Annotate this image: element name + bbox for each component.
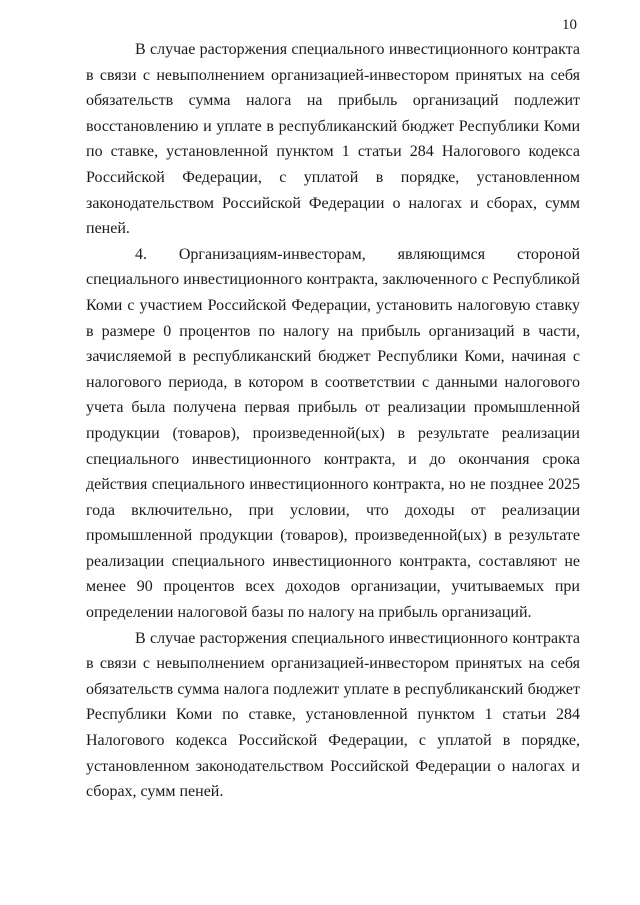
document-body	[86, 37, 580, 805]
paragraph-item-4-zero-rate: 4. Организациям-инвесторам, являющимся стороной специального инвестиционного контракта, заключенного с Республикой Коми с участием Российской Федерации, установить налоговую ставку в размере 0 процентов по налогу на прибыль организаций в части, зачисляемой в республиканский бюджет Республики Коми, начиная с налогового периода, в котором в соответствии с данными налогового учета была получена первая прибыль от реализации промышленной продукции (товаров), произведенной(ых) в результате реализации специального инвестиционного контракта, и до окончания срока действия специального инвестиционного контракта, но не позднее 2025 года включительно, при условии, что доходы от реализации промышленной продукции (товаров), произведенной(ых) в результате реализации специального инвестиционного контракта, составляют не менее 90 процентов всех доходов организации, учитываемых при определении налоговой базы по налогу на прибыль организаций.	[86, 245, 580, 622]
paragraph-contract-termination-payment: В случае расторжения специального инвестиционного контракта в связи с невыполнением организацией-инвестором принятых на себя обязательств сумма налога подлежит уплате в республиканский бюджет Республики Коми по ставке, установленной пунктом 1 статьи 284 Налогового кодекса Российской Федерации, с уплатой в порядке, установленном законодательством Российской Федерации о налогах и сборах, сумм пеней.	[86, 629, 580, 801]
page-number: 10	[562, 17, 577, 33]
paragraph-contract-termination-restoration: В случае расторжения специального инвестиционного контракта в связи с невыполнением организацией-инвестором принятых на себя обязательств сумма налога на прибыль организаций подлежит восстановлению и уплате в республиканский бюджет Республики Коми по ставке, установленной пунктом 1 статьи 284 Налогового кодекса Российской Федерации, с уплатой в порядке, установленном законодательством Российской Федерации о налогах и сборах, сумм пеней.	[86, 41, 580, 238]
